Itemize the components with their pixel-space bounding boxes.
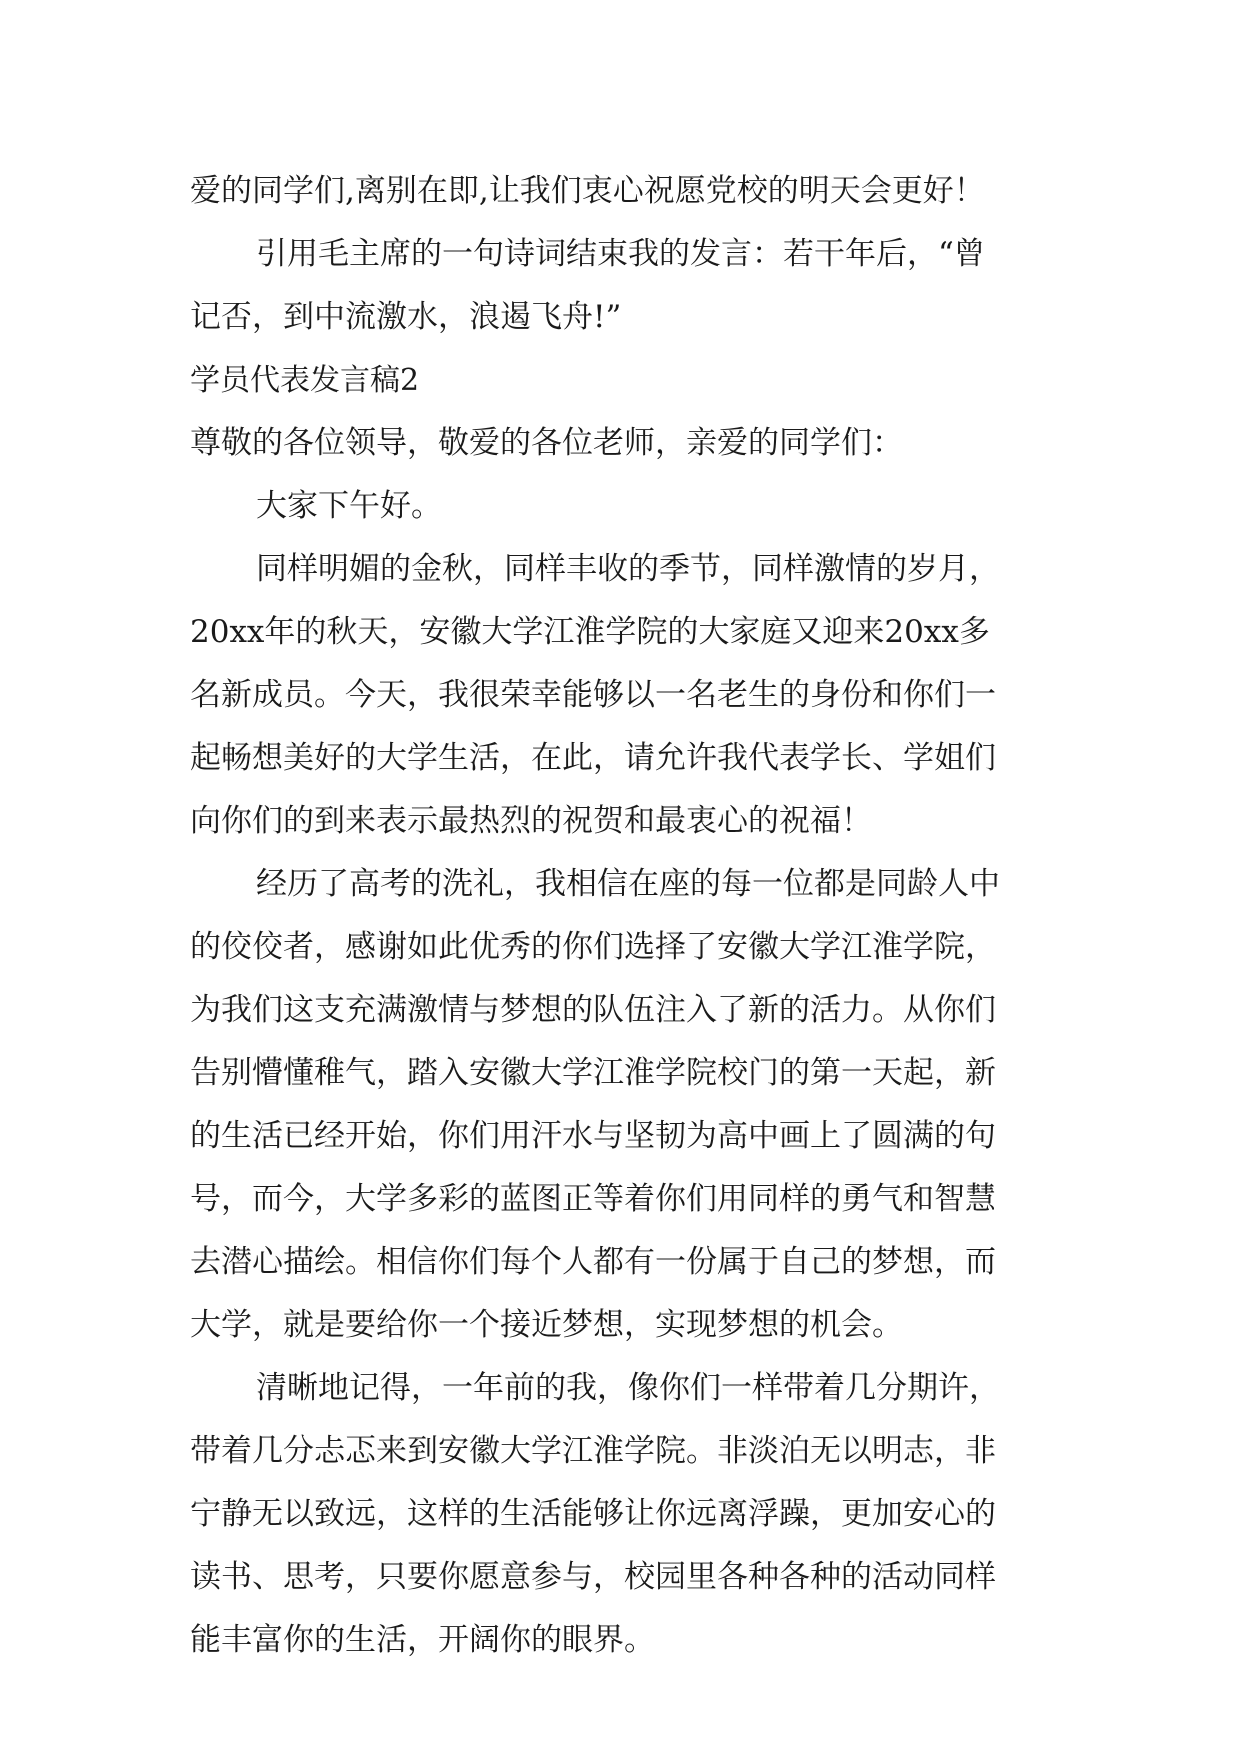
text-line: 经历了高考的洗礼，我相信在座的每一位都是同龄人中 [256,866,1000,902]
text-line: 能丰富你的生活，开阔你的眼界。 [190,1622,655,1658]
text-line: 名新成员。今天，我很荣幸能够以一名老生的身份和你们一 [190,677,996,713]
text-line: 记否，到中流激水，浪遏飞舟!” [190,299,622,335]
text-line: 宁静无以致远，这样的生活能够让你远离浮躁，更加安心的 [190,1496,996,1532]
text-line: 20xx年的秋天，安徽大学江淮学院的大家庭又迎来20xx多 [190,614,990,650]
text-line: 的生活已经开始，你们用汗水与坚韧为高中画上了圆满的句 [190,1118,996,1154]
text-line: 同样明媚的金秋，同样丰收的季节，同样激情的岁月， [256,551,1000,587]
text-line: 清晰地记得，一年前的我，像你们一样带着几分期许， [256,1370,1000,1406]
text-line: 向你们的到来表示最热烈的祝贺和最衷心的祝福！ [190,803,872,839]
text-line: 号，而今，大学多彩的蓝图正等着你们用同样的勇气和智慧 [190,1181,996,1217]
text-line: 引用毛主席的一句诗词结束我的发言：若干年后，“曾 [256,236,985,272]
text-line: 起畅想美好的大学生活，在此，请允许我代表学长、学姐们 [190,740,996,776]
text-line: 为我们这支充满激情与梦想的队伍注入了新的活力。从你们 [190,992,996,1028]
text-line: 告别懵懂稚气，踏入安徽大学江淮学院校门的第一天起，新 [190,1055,996,1091]
text-line: 大学，就是要给你一个接近梦想，实现梦想的机会。 [190,1307,903,1343]
salutation: 尊敬的各位领导，敬爱的各位老师，亲爱的同学们： [190,425,903,461]
text-line: 带着几分忐忑来到安徽大学江淮学院。非淡泊无以明志，非 [190,1433,996,1469]
text-line: 去潜心描绘。相信你们每个人都有一份属于自己的梦想，而 [190,1244,996,1280]
section-heading: 学员代表发言稿2 [190,363,420,398]
text-line: 的佼佼者，感谢如此优秀的你们选择了安徽大学江淮学院， [190,929,996,965]
text-line: 读书、思考，只要你愿意参与，校园里各种各种的活动同样 [190,1559,996,1595]
document-body [190,160,1060,1672]
text-line: 爱的同学们,离别在即,让我们衷心祝愿党校的明天会更好！ [190,173,985,209]
greeting: 大家下午好。 [256,488,442,524]
